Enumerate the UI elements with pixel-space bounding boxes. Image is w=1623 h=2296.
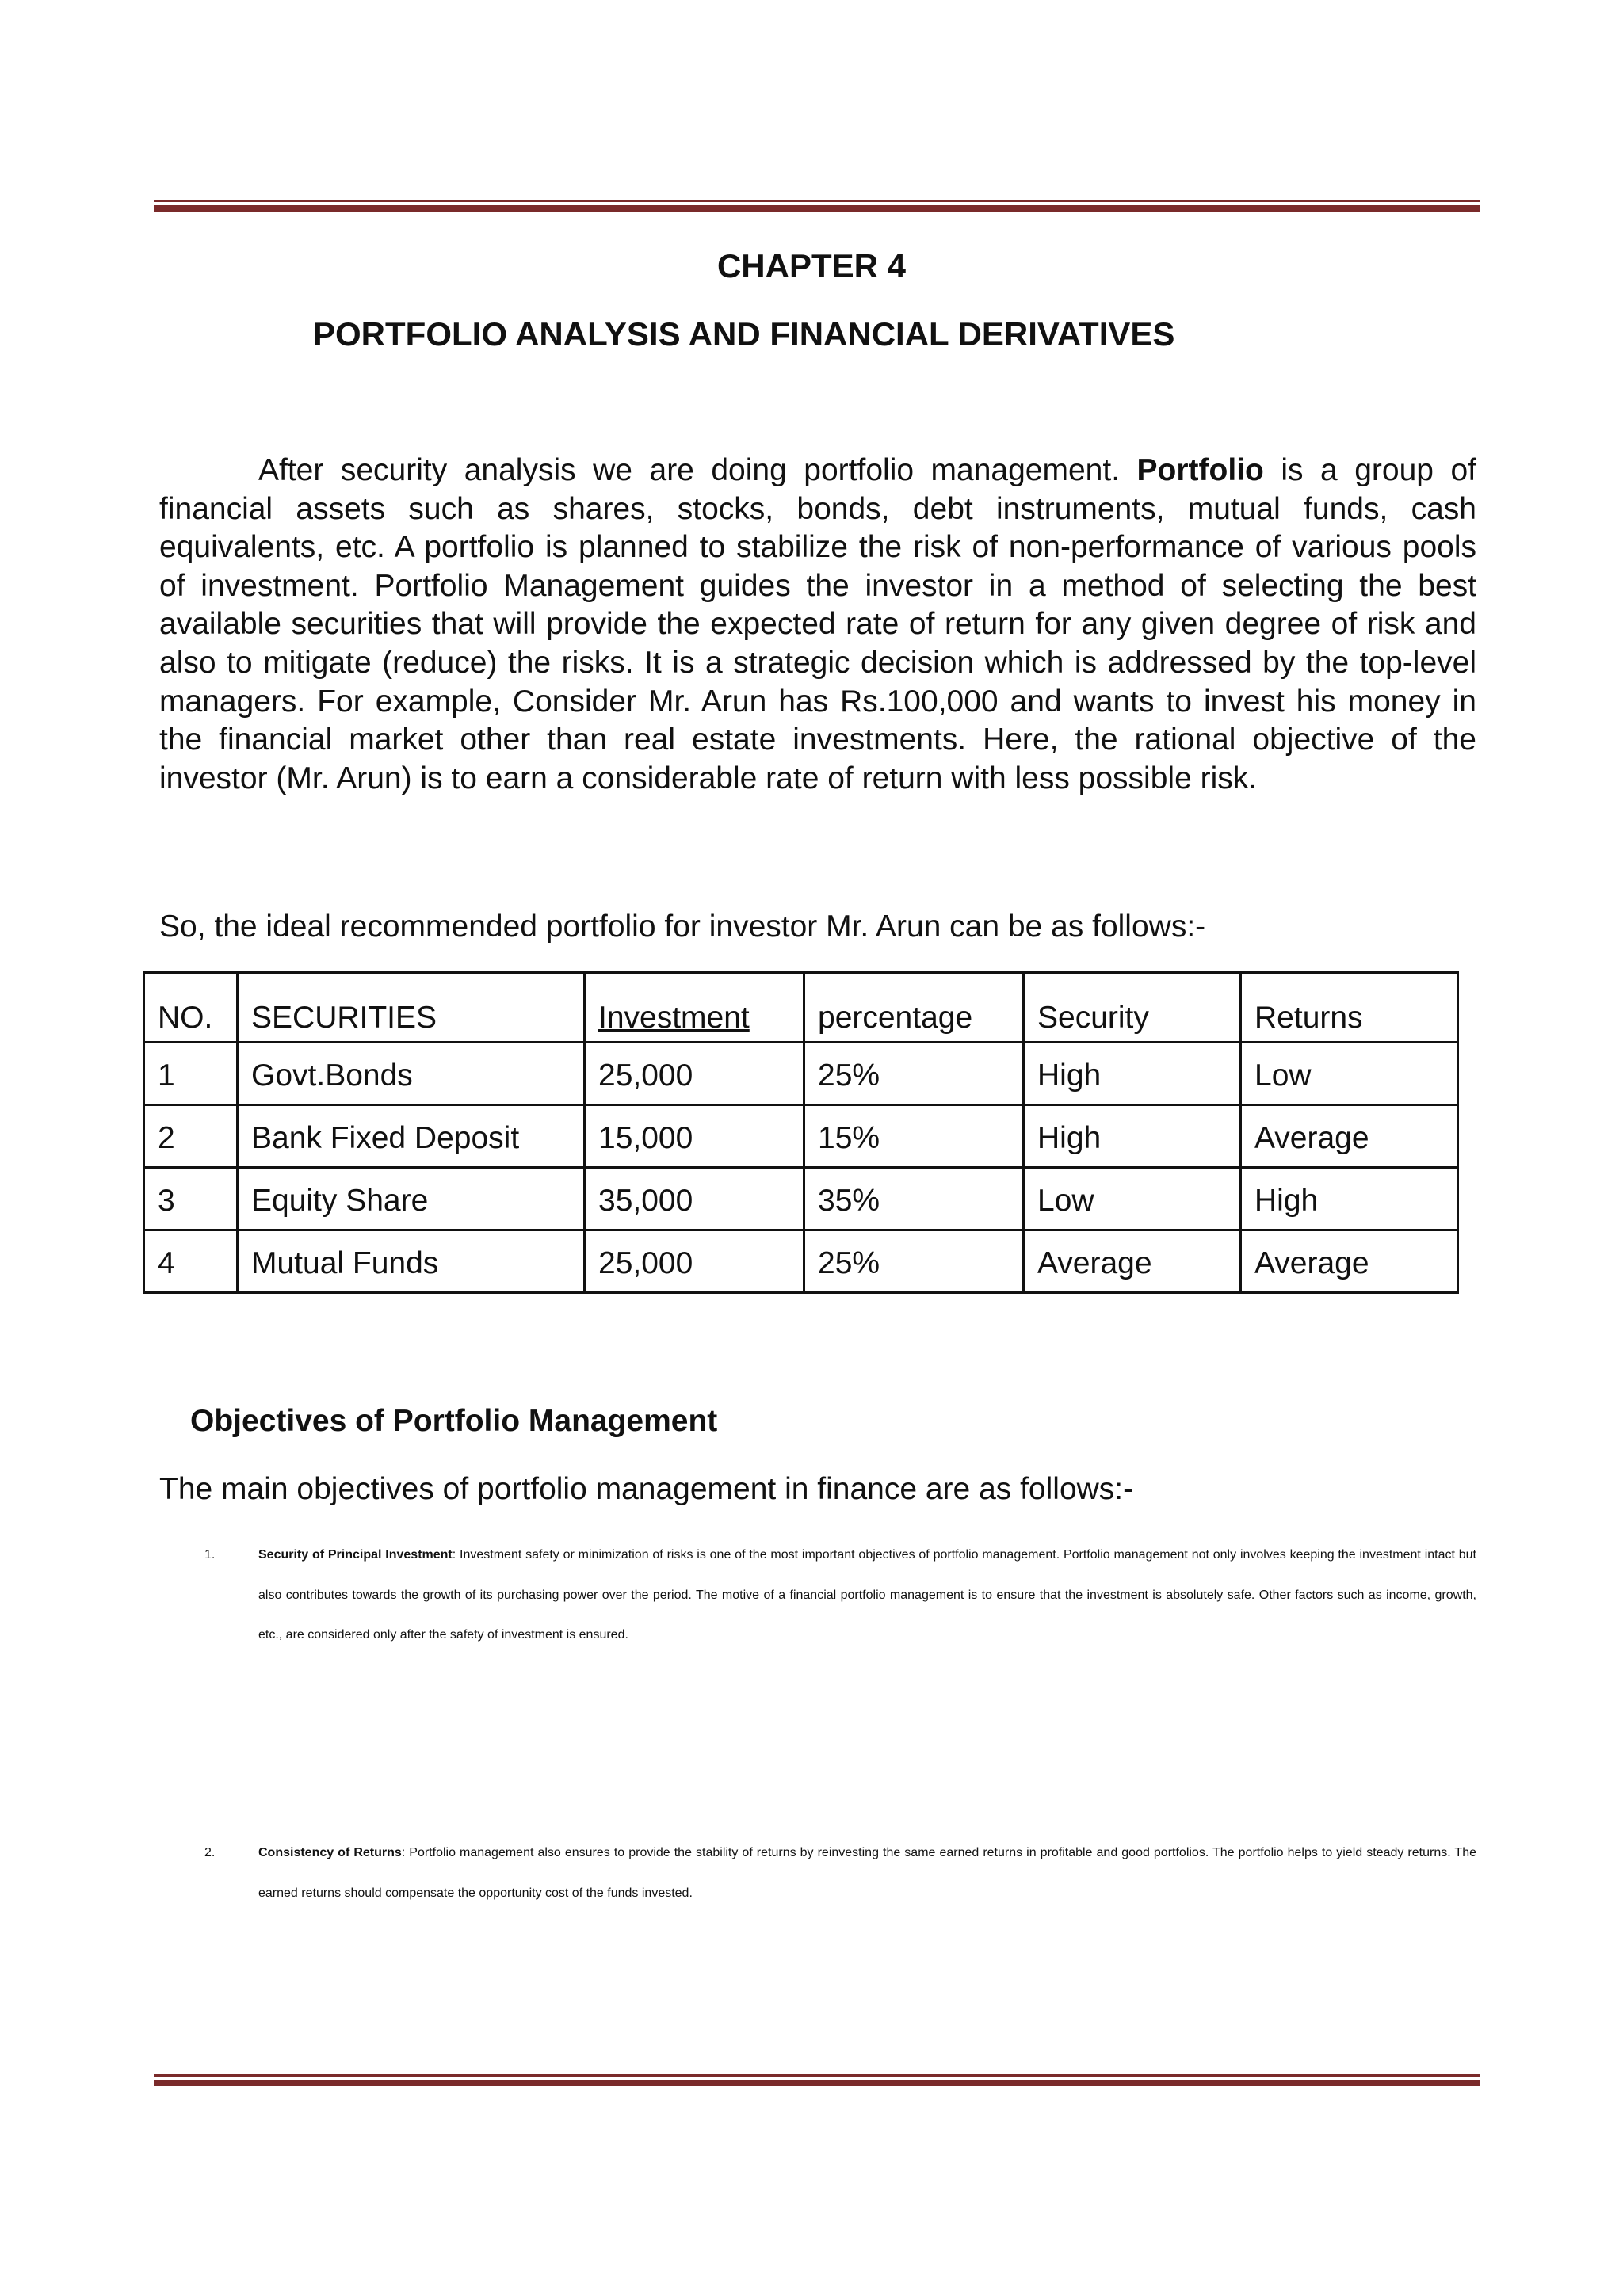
cell-returns: Low [1241, 1043, 1458, 1105]
table-row [144, 1168, 1458, 1230]
list-item-title: Security of Principal Investment [258, 1548, 453, 1562]
cell-no: 2 [144, 1105, 238, 1168]
cell-percentage: 35% [804, 1168, 1024, 1230]
cell-no: 3 [144, 1168, 238, 1230]
cell-security-name: Equity Share [238, 1168, 585, 1230]
intro-paragraph [159, 452, 1476, 798]
list-item-body: : Investment safety or minimization of risks is one of the most important objectives of portfolio management. Portfolio management not only involves keeping the investment intact but also contributes towards the growth of its purchasing power over the period. The motive of a financial portfolio management is to ensure that the investment is absolutely safe. Other factors such as income, growth, etc., are considered only after the safety of investment is ensured. [258, 1548, 1476, 1642]
cell-security-name: Bank Fixed Deposit [238, 1105, 585, 1168]
cell-security-level: Low [1024, 1168, 1241, 1230]
cell-investment: 15,000 [585, 1105, 804, 1168]
portfolio-table [143, 971, 1459, 1294]
list-item-body: : Portfolio management also ensures to provide the stability of returns by reinvesting the same earned returns in profitable and good portfolios. The portfolio helps to yield steady returns. The earned returns should compensate the opportunity cost of the funds invested. [258, 1846, 1477, 1900]
cell-returns: Average [1241, 1230, 1458, 1293]
cell-security-level: High [1024, 1105, 1241, 1168]
chapter-number: CHAPTER 4 [716, 247, 907, 284]
table-row [144, 1230, 1458, 1293]
cell-investment: 25,000 [585, 1230, 804, 1293]
list-item-number: 2. [204, 1846, 216, 1859]
cell-security-level: Average [1024, 1230, 1241, 1293]
cell-returns: Average [1241, 1105, 1458, 1168]
header-returns: Returns [1241, 973, 1458, 1043]
cell-security-level: High [1024, 1043, 1241, 1105]
cell-percentage: 25% [804, 1230, 1024, 1293]
objectives-heading: Objectives of Portfolio Management [190, 1404, 718, 1438]
cell-investment: 25,000 [585, 1043, 804, 1105]
header-no: NO. [144, 973, 238, 1043]
chapter-title: PORTFOLIO ANALYSIS AND FINANCIAL DERIVATIVES [313, 315, 1175, 353]
header-securities: SECURITIES [238, 973, 585, 1043]
top-divider [154, 200, 1480, 212]
intro-text-rest: is a group of financial assets such as shares, stocks, bonds, debt instruments, mutual funds, cash equivalents, etc. A portfolio is planned to stabilize the risk of non-performance of various pools of investment. Portfolio Management guides the investor in a method of selecting the best available securities that will provide the expected rate of return for any given degree of risk and also to mitigate (reduce) the risks. It is a strategic decision which is addressed by the top-level managers. For example, Consider Mr. Arun has Rs.100,000 and wants to invest his money in the financial market other than real estate investments. Here, the rational objective of the investor (Mr. Arun) is to earn a considerable rate of return with less possible risk. [159, 453, 1477, 795]
cell-percentage: 25% [804, 1043, 1024, 1105]
list-item-text [258, 1833, 1476, 1913]
header-security: Security [1024, 973, 1241, 1043]
cell-investment: 35,000 [585, 1168, 804, 1230]
cell-security-name: Govt.Bonds [238, 1043, 585, 1105]
list-item-number: 1. [204, 1548, 216, 1562]
header-percentage: percentage [804, 973, 1024, 1043]
header-investment [585, 973, 804, 1043]
cell-percentage: 15% [804, 1105, 1024, 1168]
table-header-row [144, 973, 1458, 1043]
intro-text-start: After security analysis we are doing portfolio management. [258, 453, 1137, 487]
list-item-title: Consistency of Returns [258, 1846, 402, 1859]
table-row [144, 1105, 1458, 1168]
intro-bold-term: Portfolio [1136, 453, 1264, 487]
header-investment-label: Investment [598, 1000, 750, 1035]
list-item-text [258, 1535, 1476, 1656]
cell-no: 4 [144, 1230, 238, 1293]
cell-returns: High [1241, 1168, 1458, 1230]
bottom-divider [154, 2074, 1480, 2086]
table-row [144, 1043, 1458, 1105]
cell-no: 1 [144, 1043, 238, 1105]
cell-security-name: Mutual Funds [238, 1230, 585, 1293]
table-lead-in: So, the ideal recommended portfolio for investor Mr. Arun can be as follows:- [159, 910, 1206, 944]
objectives-intro: The main objectives of portfolio management in finance are as follows:- [159, 1472, 1134, 1506]
